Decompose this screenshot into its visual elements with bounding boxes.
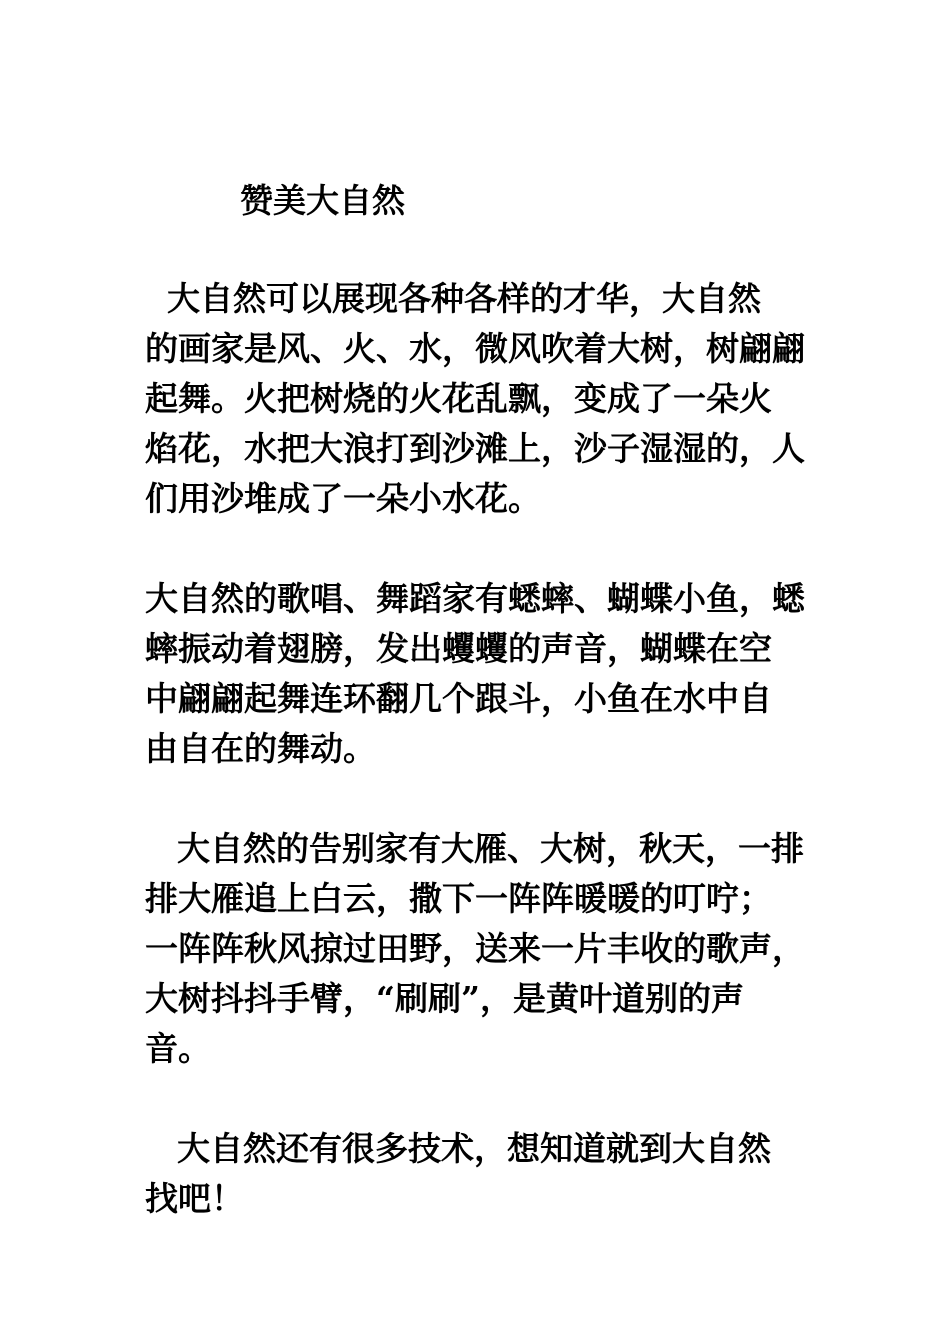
paragraph-line: 的画家是风、火、水，微风吹着大树，树翩翩 (145, 329, 805, 368)
paragraph-line: 音。 (145, 1029, 211, 1068)
paragraph-line: 由自在的舞动。 (145, 729, 376, 768)
paragraph-line: 焰花，水把大浪打到沙滩上，沙子湿湿的，人 (145, 429, 805, 468)
paragraph-line: 中翩翩起舞连环翻几个跟斗，小鱼在水中自 (145, 679, 772, 718)
paragraph-line: 大自然的告别家有大雁、大树，秋天，一排 (177, 829, 804, 868)
paragraph-line: 们用沙堆成了一朵小水花。 (145, 479, 541, 518)
paragraph-line: 大自然可以展现各种各样的才华，大自然 (167, 279, 761, 318)
paragraph-line: 起舞。火把树烧的火花乱飘，变成了一朵火 (145, 379, 772, 418)
paragraph-line: 找吧！ (145, 1179, 244, 1218)
paragraph-line: 大自然还有很多技术，想知道就到大自然 (177, 1129, 771, 1168)
paragraph-line: 大树抖抖手臂，“刷刷”，是黄叶道别的声 (145, 979, 744, 1018)
paragraph-line: 排大雁追上白云，撒下一阵阵暖暖的叮咛； (145, 879, 772, 918)
paragraph-singers-dancers (145, 574, 835, 774)
paragraph-painters (145, 274, 835, 524)
paragraph-line: 一阵阵秋风掠过田野，送来一片丰收的歌声， (145, 929, 805, 968)
paragraph-conclusion (145, 1124, 835, 1224)
paragraph-line: 蟀振动着翅膀，发出蠼蠼的声音，蝴蝶在空 (145, 629, 772, 668)
document-title: 赞美大自然 (240, 181, 405, 220)
paragraph-line: 大自然的歌唱、舞蹈家有蟋蟀、蝴蝶小鱼，蟋 (145, 579, 805, 618)
paragraph-farewell (145, 824, 835, 1074)
